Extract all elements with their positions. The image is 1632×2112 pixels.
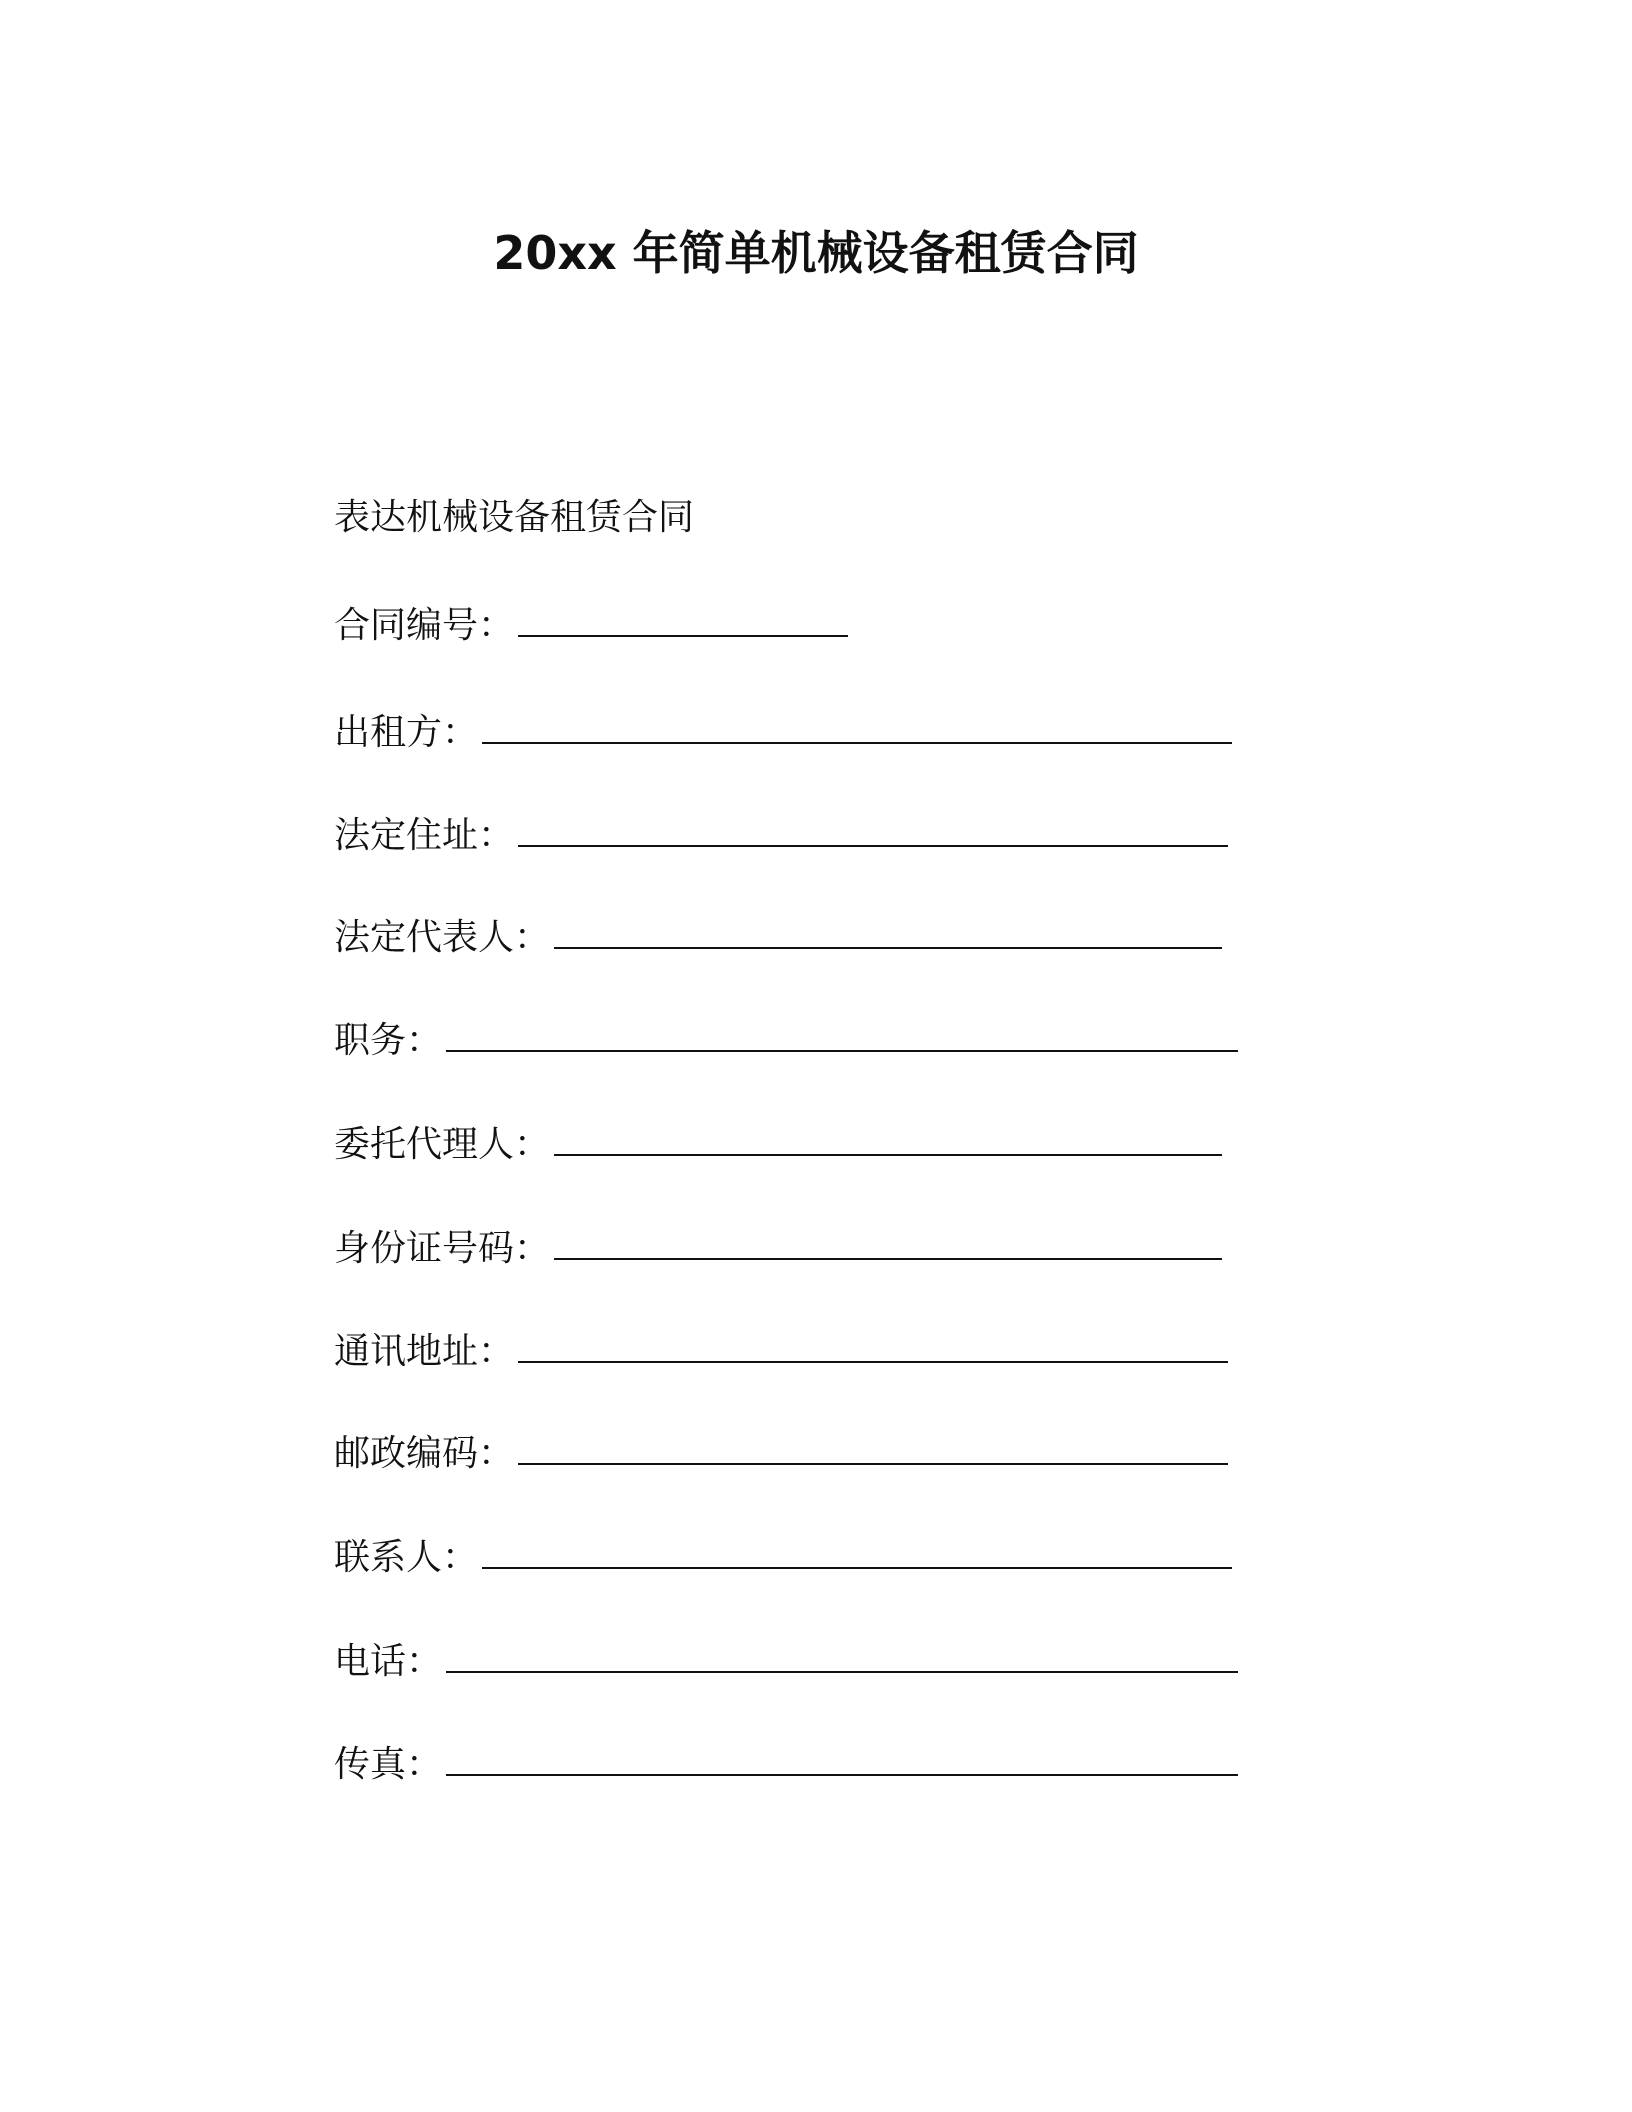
field-label: 法定住址： [334, 815, 515, 856]
document-subtitle: 表达机械设备租赁合同 [334, 497, 695, 538]
field-label: 法定代表人： [334, 917, 551, 958]
field-label: 职务： [334, 1020, 443, 1061]
field-phone [334, 1636, 1238, 1688]
field-label: 身份证号码： [334, 1228, 551, 1269]
field-label: 出租方： [334, 712, 479, 753]
fill-in-blank[interactable] [518, 605, 848, 637]
fill-in-blank[interactable] [518, 1331, 1228, 1363]
field-label: 合同编号： [334, 605, 515, 646]
field-authorized-agent [334, 1119, 1222, 1171]
field-id-number [334, 1223, 1222, 1275]
fill-in-blank[interactable] [554, 1124, 1222, 1156]
fill-in-blank[interactable] [518, 1433, 1228, 1465]
field-contact-person [334, 1532, 1232, 1584]
fill-in-blank[interactable] [554, 917, 1222, 949]
field-mailing-address [334, 1326, 1228, 1378]
fill-in-blank[interactable] [554, 1228, 1222, 1260]
field-legal-representative [334, 912, 1222, 964]
fill-in-blank[interactable] [482, 1537, 1232, 1569]
fill-in-blank[interactable] [446, 1641, 1238, 1673]
field-contract-number [334, 600, 848, 652]
field-label: 电话： [334, 1641, 443, 1682]
field-position [334, 1015, 1238, 1067]
field-label: 委托代理人： [334, 1124, 551, 1165]
fill-in-blank[interactable] [518, 815, 1228, 847]
field-legal-address [334, 810, 1228, 862]
field-postal-code [334, 1428, 1228, 1480]
field-lessor [334, 707, 1232, 759]
fill-in-blank[interactable] [446, 1744, 1238, 1776]
document-title: 20xx 年简单机械设备租赁合同 [493, 226, 1139, 280]
field-label: 通讯地址： [334, 1331, 515, 1372]
field-fax [334, 1739, 1238, 1791]
field-label: 联系人： [334, 1537, 479, 1578]
fill-in-blank[interactable] [446, 1020, 1238, 1052]
field-label: 传真： [334, 1744, 443, 1785]
fill-in-blank[interactable] [482, 712, 1232, 744]
field-label: 邮政编码： [334, 1433, 515, 1474]
